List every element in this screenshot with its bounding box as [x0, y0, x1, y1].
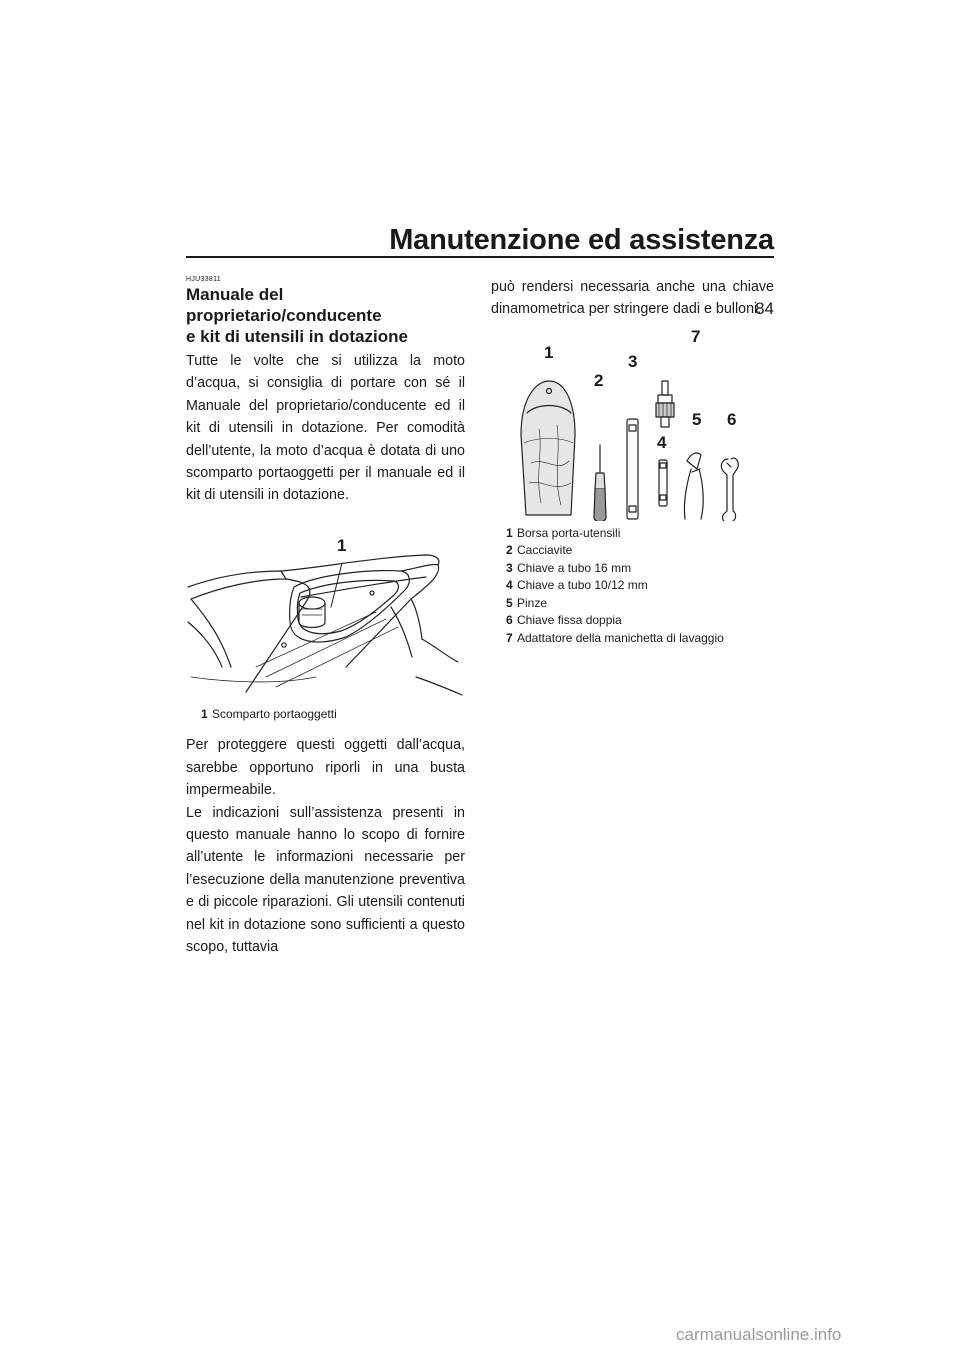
storage-compartment-figure [186, 527, 465, 702]
tool-legend-number: 7 [506, 630, 513, 645]
tool-callout-7: 7 [691, 326, 701, 346]
tool-legend-number: 1 [506, 525, 513, 540]
seat-callout-1: 1 [337, 535, 347, 555]
intro-paragraph: Tutte le volte che si utilizza la moto d’acqua, si consiglia di portare con sé il Manuale del proprietario/conducente ed il kit di utensili in dotazione. Per comodità dell’utente, la moto d’acqua è dotata di uno scomparto portaoggetti per il manuale ed il kit di utensili in dotazione. [186, 353, 465, 504]
source-watermark-link[interactable]: carmanualsonline.info [676, 1325, 842, 1344]
continuation-paragraph: può rendersi necessaria anche una chiave dinamometrica per stringere dadi e bulloni. [491, 279, 774, 318]
tool-legend-number: 3 [506, 560, 513, 575]
tool-legend-label: Chiave a tubo 16 mm [517, 560, 632, 575]
caption-text: Scomparto portaoggetti [212, 706, 337, 721]
tool-legend [506, 525, 774, 648]
right-column [491, 276, 774, 647]
tool-legend-number: 2 [506, 543, 513, 558]
left-column [186, 276, 465, 958]
tool-legend-item [506, 525, 774, 543]
tool-legend-item [506, 542, 774, 560]
tool-callout-1: 1 [544, 342, 554, 362]
tool-callout-6: 6 [727, 409, 737, 429]
tool-callout-4: 4 [657, 432, 667, 452]
section-code: HJU33811 [186, 276, 221, 283]
tool-legend-label: Chiave a tubo 10/12 mm [517, 578, 648, 593]
tool-legend-label: Chiave fissa doppia [517, 613, 622, 628]
section-title [186, 284, 465, 347]
page-header: Manutenzione ed assistenza [389, 224, 774, 256]
protection-paragraph: Per proteggere questi oggetti dall’acqua, sarebbe opportuno riporli in una busta impermeabile. [186, 737, 465, 799]
page-number: 84 [755, 299, 774, 318]
tool-legend-item [506, 560, 774, 578]
section-title-line2: e kit di utensili in dotazione [186, 327, 408, 346]
tool-legend-item [506, 630, 774, 648]
tool-legend-label: Adattatore della manichetta di lavaggio [517, 630, 724, 645]
tool-legend-item [506, 577, 774, 595]
tool-callout-2: 2 [594, 370, 604, 390]
tool-callout-3: 3 [628, 351, 638, 371]
tool-kit-figure [491, 326, 774, 521]
header-rule [186, 256, 774, 258]
tool-legend-number: 6 [506, 613, 513, 628]
tool-legend-label: Pinze [517, 595, 548, 610]
service-paragraph: Le indicazioni sull’assistenza presenti in questo manuale hanno lo scopo di fornire all’utente le informazioni necessarie per l’esecuzione della manutenzione preventiva e di piccole riparazioni. Gli utensili contenuti nel kit in dotazione sono sufficienti a questo scopo, tuttavia [186, 804, 465, 955]
tool-legend-number: 5 [506, 595, 513, 610]
tool-legend-label: Cacciavite [517, 543, 573, 558]
storage-compartment-illustration [186, 527, 465, 702]
tool-callout-5: 5 [692, 409, 702, 429]
tool-legend-item [506, 612, 774, 630]
figure-caption [201, 706, 465, 724]
tool-legend-label: Borsa porta-utensili [517, 525, 621, 540]
section-title-line1: Manuale del proprietario/conducente [186, 285, 382, 325]
tool-legend-item [506, 595, 774, 613]
caption-number: 1 [201, 706, 208, 721]
tool-legend-number: 4 [506, 578, 513, 593]
